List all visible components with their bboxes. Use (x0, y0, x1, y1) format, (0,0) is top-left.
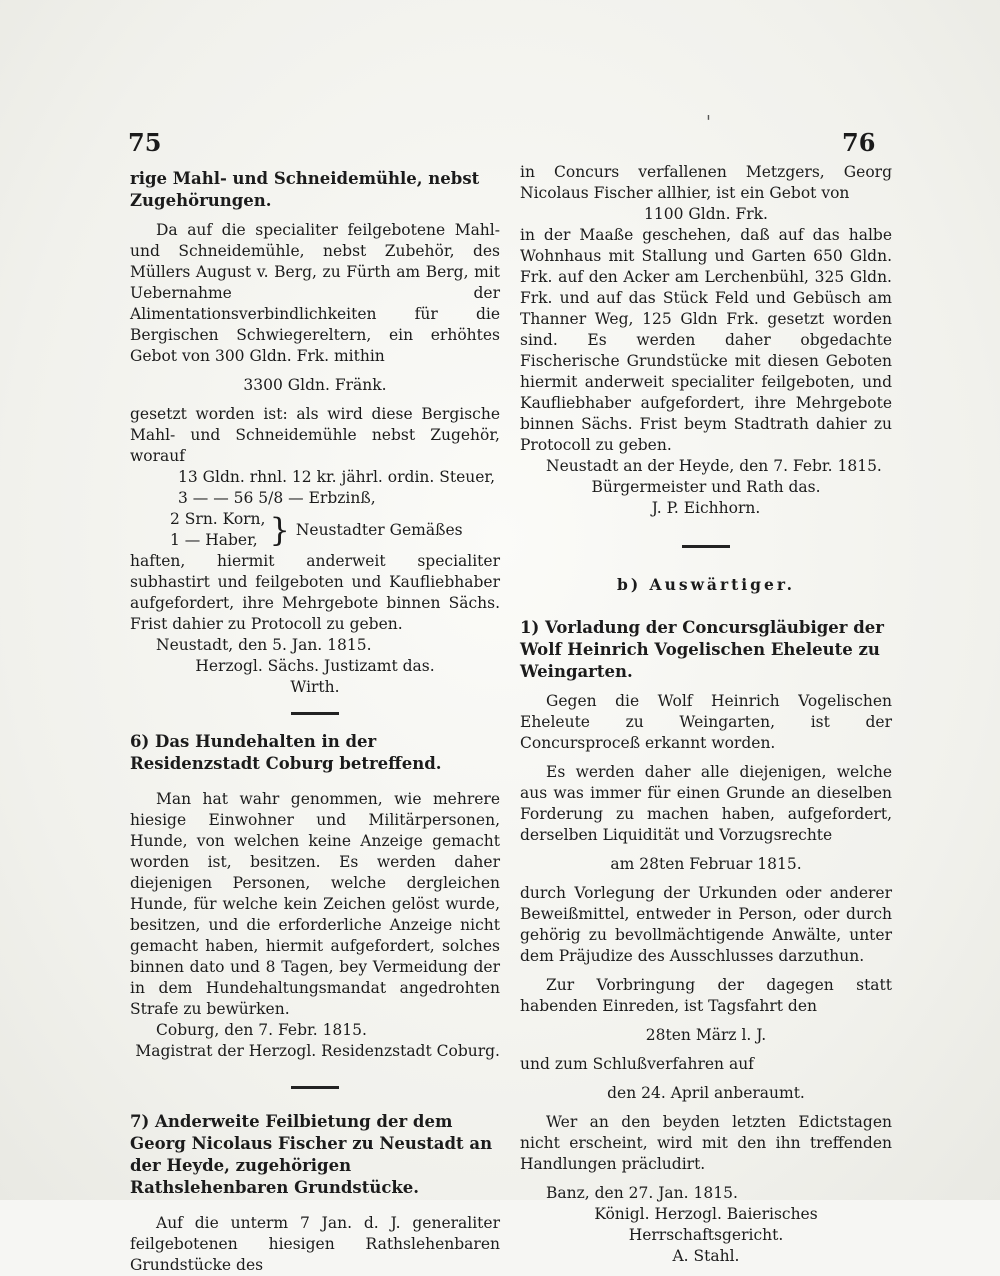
section-1-date-1: am 28ten Februar 1815. (610, 855, 802, 873)
section-divider (291, 1086, 339, 1089)
section-1-paragraph-2: Es werden daher alle diejenigen, welche aus was immer für einen Grunde an dieselben Forderung zu machen haben, aufgefordert, derselben Liquidität und Vorzugsrechte (520, 763, 892, 844)
intro-body-3: haften, hiermit anderweit specialiter subhastirt und feilgeboten und Kaufliebhaber aufgefordert, ihre Mehrgebote binnen Sächs. Frist dahier zu Protocoll zu geben. (130, 552, 500, 633)
section-7-body: Auf die unterm 7 Jan. d. J. generaliter feilgebotenen hiesigen Rathslehenbaren Grundstücke des (130, 1214, 500, 1274)
intro-signature-name: Wirth. (290, 678, 340, 696)
grain-line-1: 2 Srn. Korn, (170, 510, 266, 528)
grain-table (130, 509, 500, 551)
section-6-signature: Magistrat der Herzogl. Residenzstadt Coburg. (135, 1042, 500, 1060)
section-b-heading: b) Auswärtiger. (616, 575, 796, 594)
intro-signature-office: Herzogl. Sächs. Justizamt das. (195, 657, 435, 675)
intro-date: Neustadt, den 5. Jan. 1815. (156, 636, 372, 654)
intro-heading: rige Mahl- und Schneidemühle, nebst Zugehörungen. (130, 169, 480, 210)
intro-body-2: gesetzt worden ist: als wird diese Bergische Mahl- und Schneidemühle nebst Zugehör, worauf (130, 405, 500, 465)
section-6-body: Man hat wahr genommen, wie mehrere hiesige Einwohner und Militärpersonen, Hunde, von welchen keine Anzeige gemacht worden ist, besitzen. Es werden daher diejenigen Personen, welche dergleichen Hunde, für welche kein Zeichen gelöst wurde, besitzen, und die erforderliche Anzeige nicht gemacht haben, hiermit aufgefordert, solches binnen dato und 8 Tagen, bey Vermeidung der in dem Hundehaltungsmandat angedrohten Strafe zu bewürken. (130, 790, 500, 1018)
tax-line-2: 3 — — 56 5/8 — Erbzinß, (178, 489, 376, 507)
section-7-heading: 7) Anderweite Feilbietung der dem Georg Nicolaus Fischer zu Neustadt an der Heyde, zugehörigen Rathslehenbaren Grundstücke. (130, 1112, 493, 1197)
left-column (130, 168, 500, 1276)
page-number-right: 76 (842, 128, 876, 157)
section-1-date-3: den 24. April anberaumt. (607, 1084, 805, 1102)
continuation-signature-office: Bürgermeister und Rath das. (591, 478, 821, 496)
section-divider (291, 712, 339, 715)
grain-label: Neustadter Gemäßes (295, 520, 463, 539)
section-1-paragraph-5: und zum Schlußverfahren auf (520, 1055, 754, 1073)
scan-mark: ' (706, 112, 711, 133)
section-divider (682, 545, 730, 548)
grain-line-2: 1 — Haber, (170, 531, 258, 549)
continuation-text-1: in Concurs verfallenen Metzgers, Georg Nicolaus Fischer allhier, ist ein Gebot von (520, 163, 892, 202)
section-1-paragraph-4: Zur Vorbringung der dagegen statt habenden Einreden, ist Tagsfahrt den (520, 976, 892, 1015)
continuation-signature-name: J. P. Eichhorn. (651, 499, 761, 517)
page-number-left: 75 (128, 128, 162, 157)
continuation-text-2: in der Maaße geschehen, daß auf das halbe Wohnhaus mit Stallung und Garten 650 Gldn. Frk. auf den Acker am Lerchenbühl, 325 Gldn. Frk. und auf das Stück Feld und Gebüsch am Thanner Weg, 125 Gldn Frk. gesetzt worden sind. Es werden daher obgedachte Fischerische Grundstücke mit diesen Geboten hiermit anderweit specialiter feilgeboten, und Kaufliebhaber aufgefordert, ihre Mehrgebote binnen Sächs. Frist beym Stadtrath dahier zu Protocoll zu geben. (520, 226, 892, 454)
section-1-signature-name: A. Stahl. (672, 1247, 740, 1265)
section-1-date-2: 28ten März l. J. (645, 1026, 767, 1044)
section-1-paragraph-1: Gegen die Wolf Heinrich Vogelischen Eheleute zu Weingarten, ist der Concursproceß erkannt worden. (520, 692, 892, 752)
section-1-place-date: Banz, den 27. Jan. 1815. (546, 1184, 738, 1202)
section-1-signature-office: Königl. Herzogl. Baierisches Herrschaftsgericht. (594, 1205, 818, 1244)
brace-icon: } (269, 511, 290, 549)
right-column (520, 162, 892, 1267)
tax-line-1: 13 Gldn. rhnl. 12 kr. jährl. ordin. Steuer, (178, 468, 496, 486)
section-6-heading: 6) Das Hundehalten in der Residenzstadt Coburg betreffend. (130, 732, 442, 773)
intro-amount: 3300 Gldn. Fränk. (243, 376, 387, 394)
intro-body: Da auf die specialiter feilgebotene Mahl- und Schneidemühle, nebst Zubehör, des Müllers August v. Berg, zu Fürth am Berg, mit Uebernahme der Alimentationsverbindlichkeiten für die Bergischen Schwiegereltern, ein erhöhtes Gebot von 300 Gldn. Frk. mithin (130, 221, 500, 365)
section-6-date: Coburg, den 7. Febr. 1815. (156, 1021, 367, 1039)
continuation-amount: 1100 Gldn. Frk. (644, 205, 768, 223)
section-1-paragraph-3: durch Vorlegung der Urkunden oder anderer Beweißmittel, entweder in Person, oder durch gehörig zu bevollmächtigende Anwälte, unter dem Präjudize des Ausschlusses darzuthun. (520, 884, 892, 965)
continuation-date: Neustadt an der Heyde, den 7. Febr. 1815. (546, 457, 882, 475)
section-1-heading: 1) Vorladung der Concursgläubiger der Wolf Heinrich Vogelischen Eheleute zu Weingarten. (520, 618, 884, 681)
section-1-paragraph-6: Wer an den beyden letzten Edictstagen nicht erscheint, wird mit den ihn treffenden Handlungen präcludirt. (520, 1113, 892, 1173)
